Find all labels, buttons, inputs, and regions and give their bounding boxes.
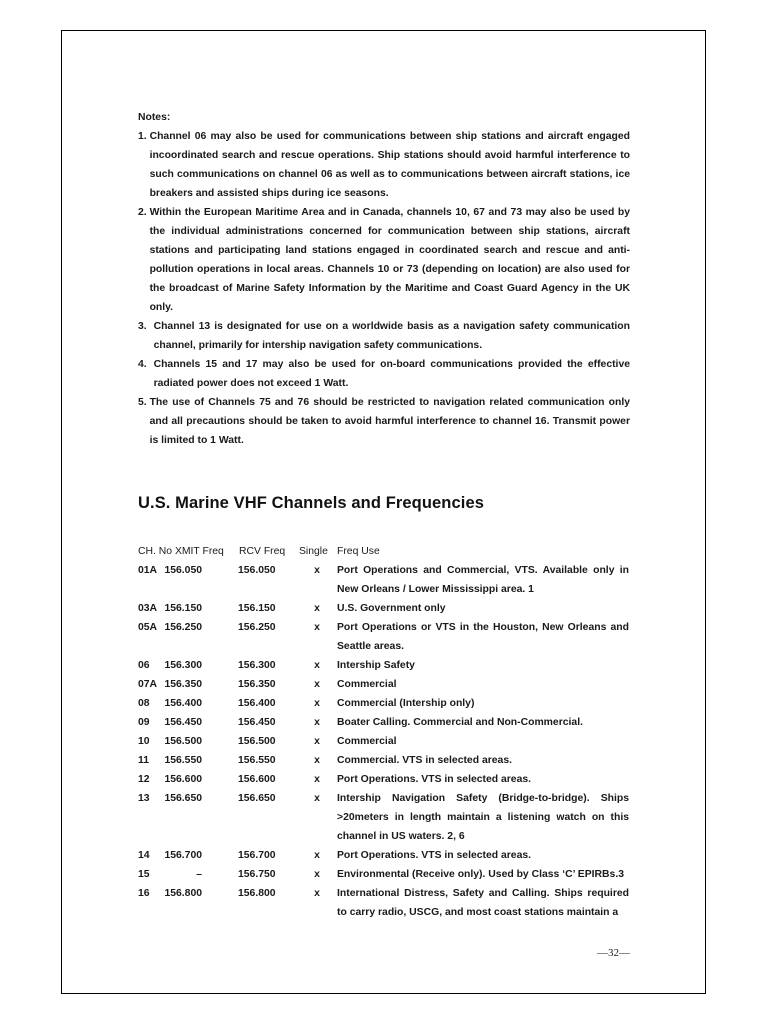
note-number: 2. bbox=[138, 207, 150, 218]
table-row bbox=[138, 732, 632, 751]
cell-xmit-freq: 156.050 bbox=[164, 565, 202, 576]
table-row bbox=[138, 884, 632, 922]
table-row bbox=[138, 865, 632, 884]
table-row bbox=[138, 846, 632, 865]
table-row bbox=[138, 694, 632, 713]
cell-xmit-freq: 156.600 bbox=[164, 774, 202, 785]
cell-xmit-freq: 156.800 bbox=[164, 888, 202, 899]
cell-rcv-freq: 156.500 bbox=[238, 736, 276, 747]
cell-freq-use: Boater Calling. Commercial and Non-Commercial. bbox=[337, 717, 583, 728]
cell-freq-use: Intership Safety bbox=[337, 660, 415, 671]
cell-single: x bbox=[314, 755, 320, 766]
note-item bbox=[138, 203, 630, 317]
cell-channel: 15 bbox=[138, 869, 150, 880]
channel-table bbox=[138, 542, 632, 922]
cell-xmit-freq: 156.650 bbox=[164, 793, 202, 804]
cell-xmit-freq: 156.250 bbox=[164, 622, 202, 633]
note-item bbox=[138, 355, 630, 393]
table-row bbox=[138, 656, 632, 675]
note-number: 1. bbox=[138, 131, 150, 142]
cell-channel: 07A bbox=[138, 679, 158, 690]
cell-rcv-freq: 156.800 bbox=[238, 888, 276, 899]
note-text: Within the European Maritime Area and in Canada, channels 10, 67 and 73 may also be used by the individual administrations concerned for communication between ship stations, aircraft stations and participating land stations engaged in coordinated search and rescue and anti-pollution operations in local areas. Channels 10 or 73 (depending on location) are also used for the broadcast of Marine Safety Information by the Maritime and Coast Guard Agency in the UK only. bbox=[149, 207, 630, 313]
table-row bbox=[138, 789, 632, 846]
cell-channel: 10 bbox=[138, 736, 150, 747]
cell-channel: 12 bbox=[138, 774, 150, 785]
cell-rcv-freq: 156.250 bbox=[238, 622, 276, 633]
cell-channel: 03A bbox=[138, 603, 158, 614]
cell-rcv-freq: 156.650 bbox=[238, 793, 276, 804]
header-single: Single bbox=[299, 546, 328, 557]
cell-xmit-freq: 156.350 bbox=[164, 679, 202, 690]
cell-freq-use: Commercial bbox=[337, 736, 397, 747]
table-row bbox=[138, 770, 632, 789]
cell-single: x bbox=[314, 698, 320, 709]
header-rcv: RCV Freq bbox=[239, 546, 286, 557]
cell-channel: 05A bbox=[138, 622, 158, 633]
cell-channel: 08 bbox=[138, 698, 150, 709]
table-row bbox=[138, 599, 632, 618]
cell-xmit-freq: 156.300 bbox=[164, 660, 202, 671]
cell-rcv-freq: 156.600 bbox=[238, 774, 276, 785]
table-row bbox=[138, 751, 632, 770]
cell-freq-use: Port Operations or VTS in the Houston, New Orleans and Seattle areas. bbox=[337, 622, 629, 652]
cell-xmit-freq: – bbox=[196, 869, 202, 880]
cell-single: x bbox=[314, 565, 320, 576]
note-number: 4. bbox=[138, 359, 150, 370]
note-text: The use of Channels 75 and 76 should be restricted to navigation related communication only and all precautions should be taken to avoid harmful interference to channel 16. Transmit power is limited to 1 Watt. bbox=[149, 397, 630, 446]
cell-xmit-freq: 156.700 bbox=[164, 850, 202, 861]
note-item bbox=[138, 127, 630, 203]
cell-xmit-freq: 156.150 bbox=[164, 603, 202, 614]
header-use: Freq Use bbox=[337, 546, 380, 557]
cell-single: x bbox=[314, 888, 320, 899]
cell-freq-use: U.S. Government only bbox=[337, 603, 446, 614]
note-text: Channels 15 and 17 may also be used for on-board communications provided the effective radiated power does not exceed 1 Watt. bbox=[153, 359, 630, 389]
page-number: —32— bbox=[597, 947, 630, 959]
note-number: 3. bbox=[138, 321, 150, 332]
cell-rcv-freq: 156.750 bbox=[238, 869, 276, 880]
cell-rcv-freq: 156.450 bbox=[238, 717, 276, 728]
cell-xmit-freq: 156.400 bbox=[164, 698, 202, 709]
cell-single: x bbox=[314, 850, 320, 861]
notes-section bbox=[138, 108, 630, 450]
cell-rcv-freq: 156.300 bbox=[238, 660, 276, 671]
cell-rcv-freq: 156.400 bbox=[238, 698, 276, 709]
cell-single: x bbox=[314, 717, 320, 728]
table-header bbox=[138, 542, 632, 561]
cell-single: x bbox=[314, 736, 320, 747]
section-title: U.S. Marine VHF Channels and Frequencies bbox=[138, 494, 484, 512]
cell-single: x bbox=[314, 660, 320, 671]
cell-channel: 06 bbox=[138, 660, 150, 671]
cell-freq-use: Environmental (Receive only). Used by Class ‘C’ EPIRBs.3 bbox=[337, 869, 624, 880]
note-item bbox=[138, 393, 630, 450]
cell-freq-use: Port Operations. VTS in selected areas. bbox=[337, 850, 532, 861]
note-text: Channel 06 may also be used for communications between ship stations and aircraft engaged incoordinated search and rescue operations. Ship stations should avoid harmful interference to such communications on channel 06 as well as to communications between aircraft stations, ice breakers and assisted ships during ice seasons. bbox=[149, 131, 630, 199]
cell-freq-use: Port Operations. VTS in selected areas. bbox=[337, 774, 532, 785]
cell-freq-use: Intership Navigation Safety (Bridge-to-bridge). Ships >20meters in length maintain a listening watch on this channel in US waters. 2, 6 bbox=[337, 793, 629, 842]
table-row bbox=[138, 618, 632, 656]
cell-rcv-freq: 156.550 bbox=[238, 755, 276, 766]
cell-single: x bbox=[314, 622, 320, 633]
cell-xmit-freq: 156.450 bbox=[164, 717, 202, 728]
table-row bbox=[138, 675, 632, 694]
cell-xmit-freq: 156.500 bbox=[164, 736, 202, 747]
cell-freq-use: Commercial bbox=[337, 679, 397, 690]
cell-freq-use: Commercial. VTS in selected areas. bbox=[337, 755, 512, 766]
cell-single: x bbox=[314, 603, 320, 614]
cell-rcv-freq: 156.700 bbox=[238, 850, 276, 861]
cell-rcv-freq: 156.050 bbox=[238, 565, 276, 576]
cell-channel: 16 bbox=[138, 888, 150, 899]
note-number: 5. bbox=[138, 397, 150, 408]
cell-rcv-freq: 156.150 bbox=[238, 603, 276, 614]
note-item bbox=[138, 317, 630, 355]
cell-rcv-freq: 156.350 bbox=[238, 679, 276, 690]
cell-channel: 01A bbox=[138, 565, 158, 576]
cell-single: x bbox=[314, 793, 320, 804]
cell-channel: 11 bbox=[138, 755, 149, 766]
table-body bbox=[138, 561, 632, 922]
cell-freq-use: International Distress, Safety and Calling. Ships required to carry radio, USCG, and most coast stations maintain a bbox=[337, 888, 629, 918]
cell-channel: 14 bbox=[138, 850, 150, 861]
cell-single: x bbox=[314, 774, 320, 785]
table-row bbox=[138, 561, 632, 599]
table-row bbox=[138, 713, 632, 732]
note-text: Channel 13 is designated for use on a worldwide basis as a navigation safety communication channel, primarily for intership navigation safety communications. bbox=[153, 321, 630, 351]
cell-channel: 09 bbox=[138, 717, 150, 728]
cell-freq-use: Commercial (Intership only) bbox=[337, 698, 475, 709]
cell-single: x bbox=[314, 679, 320, 690]
cell-single: x bbox=[314, 869, 320, 880]
cell-channel: 13 bbox=[138, 793, 150, 804]
notes-title: Notes: bbox=[138, 112, 171, 123]
cell-xmit-freq: 156.550 bbox=[164, 755, 202, 766]
cell-freq-use: Port Operations and Commercial, VTS. Available only in New Orleans / Lower Mississippi area. 1 bbox=[337, 565, 629, 595]
header-ch-xmit: CH. No XMIT Freq bbox=[138, 546, 224, 557]
